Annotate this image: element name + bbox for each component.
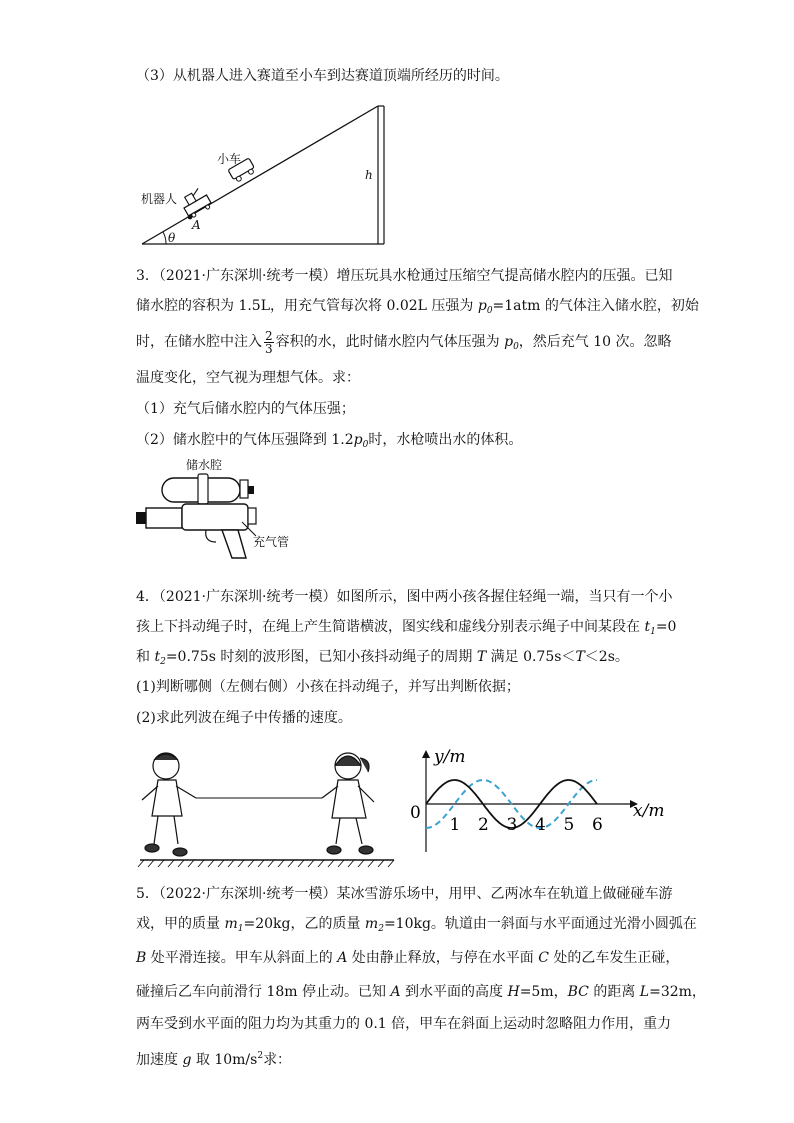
left-child [142, 753, 196, 856]
q4-line-2: 孩上下抖动绳子时，在绳上产生简谐横波，图实线和虚线分别表示绳子中间某段在 $t_1=0$ [136, 619, 677, 637]
y-axis-label: y/m [434, 747, 466, 767]
x-tick-label: 3 [506, 815, 518, 835]
q4-line-3: 和 $t_2=0.75s$ 时刻的波形图，已知小孩抖动绳子的周期 T 满足 0.75s＜T＜2s。 [136, 649, 629, 667]
q5-source: （2022·广东深圳·统考一模） [158, 886, 337, 902]
q5-line-2: 戏，甲的质量 $m_1=20kg$，乙的质量 $m_2=10kg$。轨道由一斜面与水平面通过光滑小圆弧在 [136, 916, 697, 934]
q4-sub1: (1)判断哪侧（左侧右侧）小孩在抖动绳子，并写出判断依据； [136, 679, 520, 695]
q3-line-3: 时，在储水腔中注入 $\frac{2}{3}$ 容积的水，此时储水腔内气体压强为 $p_0$，然后充气 10 次。忽略 [136, 328, 672, 356]
ground-hatch [138, 860, 394, 867]
q5-line-5: 两车受到水平面的阻力均为其重力的 0.1 倍，甲车在斜面上运动时忽略阻力作用，重力 [136, 1016, 672, 1032]
x-tick-label: 1 [449, 815, 461, 835]
q4-number: 4． [136, 589, 159, 605]
q5-line-4: 碰撞后乙车向前滑行 18m 停止动。已知 A 到水平面的高度 H=5m，BC 的距离 L=32m， [136, 984, 706, 1000]
wave-graph [404, 748, 664, 858]
y-axis-arrow [422, 750, 430, 758]
q4-line-1: 4．（2021·广东深圳·统考一模）如图所示，图中两小孩各握住轻绳一端，当只有一个小 [136, 589, 673, 605]
q3-line-2: 储水腔的容积为 1.5L，用充气管每次将 0.02L 压强为 $p_0=1atm$ 的气体注入储水腔，初始 [136, 298, 699, 316]
x-tick-label: 5 [563, 815, 575, 835]
q5-line-6: 加速度 g 取 $10m/s^2$求： [136, 1051, 292, 1068]
robot-shape [179, 186, 213, 219]
children-rope-diagram [136, 748, 398, 868]
q2-sub3: （3）从机器人进入赛道至小车到达赛道顶端所经历的时间。 [136, 68, 509, 84]
x-tick-label: 4 [535, 815, 546, 835]
right-child [322, 753, 374, 854]
origin-label: 0 [410, 803, 421, 823]
robot-label: 机器人 [141, 192, 178, 206]
q5-line-3: B 处平滑连接。甲车从斜面上的 A 处由静止释放，与停在水平面 C 处的乙车发生正碰， [136, 950, 680, 966]
pipe-label: 充气管 [253, 535, 290, 549]
angle-theta-label: θ [168, 231, 176, 245]
q3-sub1: （1）充气后储水腔内的气体压强； [136, 401, 355, 417]
q3-number: 3． [136, 268, 159, 284]
chamber-label: 储水腔 [186, 458, 223, 472]
car-label: 小车 [217, 152, 242, 166]
q3-line-1: 3．（2021·广东深圳·统考一模）增压玩具水枪通过压缩空气提高储水腔内的压强。已知 [136, 268, 673, 284]
q4-source: （2021·广东深圳·统考一模） [158, 589, 337, 605]
height-h-label: h [365, 168, 373, 182]
incline-diagram [138, 100, 418, 250]
q4-sub2: (2)求此列波在绳子中传播的速度。 [136, 710, 352, 726]
q3-sub2: （2）储水腔中的气体压强降到 $1.2p_0$时，水枪喷出水的体积。 [136, 432, 523, 450]
two-thirds-fraction: $\frac{2}{3}$ [265, 328, 273, 356]
q5-number: 5． [136, 886, 159, 902]
x-axis-label: x/m [633, 801, 665, 821]
x-tick-label: 6 [592, 815, 603, 835]
q5-line-1: 5．（2022·广东深圳·统考一模）某冰雪游乐场中，用甲、乙两冰车在轨道上做碰碰车游 [136, 886, 673, 902]
q3-source: （2021·广东深圳·统考一模） [158, 268, 337, 284]
q3-line-4: 温度变化，空气视为理想气体。求： [136, 370, 360, 386]
x-tick-label: 2 [478, 815, 489, 835]
point-a-label: A [192, 218, 201, 232]
